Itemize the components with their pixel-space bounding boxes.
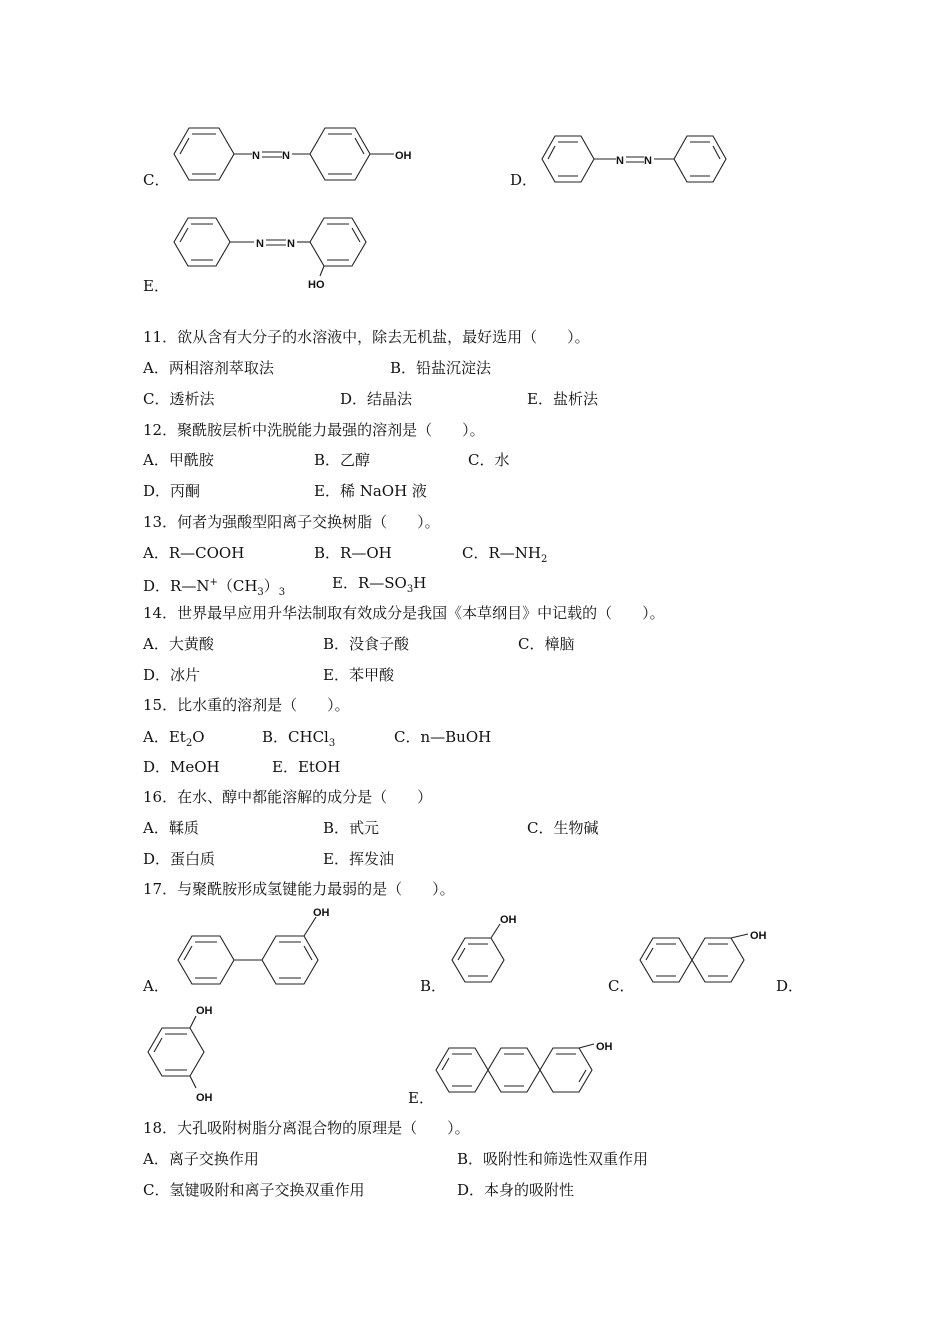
svg-text:HO: HO xyxy=(308,279,325,291)
q16-option-b: B．甙元 xyxy=(323,819,380,837)
q11-stem: 11．欲从含有大分子的水溶液中，除去无机盐，最好选用（ ）。 xyxy=(143,328,590,346)
q17-option-b-label: B． xyxy=(420,977,447,995)
q11-option-c: C．透析法 xyxy=(143,390,215,408)
option-d-label: D． xyxy=(510,171,538,189)
q12-stem: 12．聚酰胺层析中洗脱能力最强的溶剂是（ ）。 xyxy=(143,421,485,439)
q12-option-b: B．乙醇 xyxy=(314,451,371,469)
q17-option-a-label: A． xyxy=(143,977,169,995)
q18-option-a: A．离子交换作用 xyxy=(143,1150,259,1168)
q14-option-c: C．樟脑 xyxy=(518,635,575,653)
q16-option-c: C．生物碱 xyxy=(527,819,599,837)
q14-option-a: A．大黄酸 xyxy=(143,635,214,653)
structure-d-azobenzene xyxy=(540,132,740,188)
q14-option-d: D．冰片 xyxy=(143,666,201,684)
q13-option-e: E．$R—SO_3H$ xyxy=(332,574,427,595)
structure-2-anthrol xyxy=(432,1034,632,1106)
q11-option-e: E．盐析法 xyxy=(527,390,598,408)
structure-c-hydroxyazobenzene xyxy=(170,120,430,190)
q12-option-d: D．丙酮 xyxy=(143,482,201,500)
svg-text:OH: OH xyxy=(196,1092,213,1104)
q12-option-a: A．甲酰胺 xyxy=(143,451,214,469)
q16-stem: 16．在水、醇中都能溶解的成分是（ ） xyxy=(143,788,433,806)
q13-option-a: A．R—COOH xyxy=(143,544,245,562)
svg-text:OH: OH xyxy=(500,914,517,926)
svg-text:OH: OH xyxy=(395,150,412,162)
q18-stem: 18．大孔吸附树脂分离混合物的原理是（ ）。 xyxy=(143,1119,470,1137)
structure-3-hydroxybiphenyl xyxy=(170,905,350,995)
q14-stem: 14．世界最早应用升华法制取有效成分是我国《本草纲目》中记载的（ ）。 xyxy=(143,604,665,622)
q15-option-d: D．MeOH xyxy=(143,758,220,776)
q15-option-b: B．CHCl$_3$ xyxy=(262,728,336,749)
q15-option-a: A．$Et_2O$ xyxy=(143,728,205,749)
structure-e-ortho-hydroxyazobenzene xyxy=(170,212,400,294)
q17-option-d-label: D． xyxy=(776,977,804,995)
svg-text:N: N xyxy=(282,150,290,162)
option-e-label: E． xyxy=(143,277,169,295)
q17-option-e-label: E． xyxy=(408,1089,434,1107)
svg-text:OH: OH xyxy=(596,1041,613,1053)
q16-option-a: A．鞣质 xyxy=(143,819,199,837)
q13-stem: 13．何者为强酸型阳离子交换树脂（ ）。 xyxy=(143,513,440,531)
q17-option-c-label: C． xyxy=(608,977,635,995)
q18-option-b: B．吸附性和筛选性双重作用 xyxy=(457,1150,649,1168)
svg-text:N: N xyxy=(644,155,652,167)
structure-2-naphthol xyxy=(638,922,788,992)
q13-option-d: D．$R—N^+(CH_3)_3$ xyxy=(143,577,286,598)
svg-text:OH: OH xyxy=(313,907,330,919)
q18-option-c: C．氢键吸附和离子交换双重作用 xyxy=(143,1181,365,1199)
structure-phenol xyxy=(448,910,528,990)
q14-option-b: B．没食子酸 xyxy=(323,635,410,653)
q15-option-e: E．EtOH xyxy=(272,758,341,776)
q18-option-d: D．本身的吸附性 xyxy=(457,1181,575,1199)
structure-resorcinol xyxy=(140,1002,230,1106)
svg-text:N: N xyxy=(252,150,260,162)
q11-option-d: D．结晶法 xyxy=(340,390,413,408)
q16-option-e: E．挥发油 xyxy=(323,850,394,868)
q12-option-c: C．水 xyxy=(468,451,510,469)
q11-option-a: A．两相溶剂萃取法 xyxy=(143,359,274,377)
svg-text:OH: OH xyxy=(196,1005,213,1017)
q13-option-c: C．$R—NH_2$ xyxy=(462,544,548,565)
q11-option-b: B．铅盐沉淀法 xyxy=(390,359,492,377)
option-c-label: C． xyxy=(143,171,170,189)
q16-option-d: D．蛋白质 xyxy=(143,850,216,868)
svg-text:N: N xyxy=(616,155,624,167)
q17-stem: 17．与聚酰胺形成氢键能力最弱的是（ ）。 xyxy=(143,880,455,898)
q14-option-e: E．苯甲酸 xyxy=(323,666,394,684)
svg-text:OH: OH xyxy=(750,930,767,942)
q15-stem: 15．比水重的溶剂是（ ）。 xyxy=(143,696,350,714)
q12-option-e: E．稀 NaOH 液 xyxy=(314,482,427,500)
q15-option-c: C．n—BuOH xyxy=(394,728,492,746)
svg-text:N: N xyxy=(287,238,295,250)
svg-text:N: N xyxy=(256,238,264,250)
q13-option-b: B．R—OH xyxy=(314,544,392,562)
